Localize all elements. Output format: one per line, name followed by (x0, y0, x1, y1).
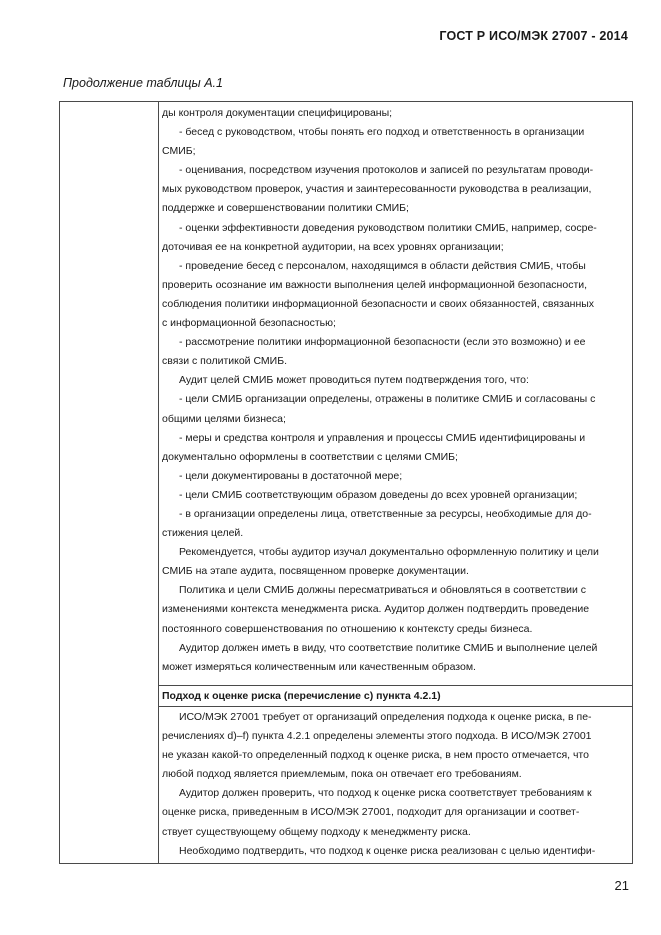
text-line: Аудит целей СМИБ может проводиться путем подтверждения того, что: (179, 374, 529, 387)
text-line: стижения целей. (162, 527, 244, 540)
text-line: проверить осознание им важности выполнения целей информационной безопасности, (162, 278, 588, 291)
section-title: Подход к оценке риска (перечисление с) пункта 4.2.1) (162, 690, 441, 702)
text-line: ствует существующему общему подходу к менеджменту риска. (162, 825, 471, 838)
text-line: - цели СМИБ соответствующим образом доведены до всех уровней организации; (179, 488, 578, 501)
text-line: - оценивания, посредством изучения протоколов и записей по результатам проводи- (179, 164, 594, 177)
text-line: речислениях d)–f) пункта 4.2.1 определены элементы этого подхода. В ИСО/МЭК 27001 (162, 730, 592, 743)
text-line: - бесед с руководством, чтобы понять его подход и ответственность в организации (179, 126, 585, 139)
text-line: Аудитор должен проверить, что подход к оценке риска соответствует требованиям к (179, 787, 592, 800)
requirements-table (59, 101, 633, 864)
text-line: поддержке и совершенствовании политики СМИБ; (162, 202, 409, 215)
text-line: - оценки эффективности доведения руководством политики СМИБ, например, сосре- (179, 221, 597, 234)
text-line: - в организации определены лица, ответственные за ресурсы, необходимые для до- (179, 507, 592, 520)
text-line: Необходимо подтвердить, что подход к оценке риска реализован с целью идентифи- (179, 844, 596, 857)
text-line: доточивая ее на конкретной аудитории, на всех уровнях организации; (162, 240, 504, 253)
text-line: ды контроля документации специфицированы; (162, 107, 393, 119)
text-line: общими целями бизнеса; (162, 412, 286, 425)
text-line: СМИБ на этапе аудита, посвященном проверке документации. (162, 565, 469, 578)
text-line: Аудитор должен иметь в виду, что соответствие политике СМИБ и выполнение целей (179, 641, 598, 654)
text-line: Рекомендуется, чтобы аудитор изучал документально оформленную политику и цели (179, 546, 599, 559)
text-line: мых руководством проверок, участия и заинтересованности руководства в реализации, (162, 183, 592, 196)
text-line: соблюдения политики информационной безопасности и своих обязанностей, связанных (162, 297, 595, 310)
page-number: 21 (614, 878, 629, 893)
text-line: любой подход является приемлемым, пока он отвечает его требованиям. (162, 768, 522, 781)
text-line: Политика и цели СМИБ должны пересматриваться и обновляться в соответствии с (179, 584, 587, 597)
text-line: ИСО/МЭК 27001 требует от организаций определения подхода к оценке риска, в пе- (179, 711, 592, 723)
text-line: оценке риска, приведенным в ИСО/МЭК 27001, подходит для организации и соответ- (162, 806, 580, 819)
text-line: - цели СМИБ организации определены, отражены в политике СМИБ и согласованы с (179, 393, 596, 406)
text-line: документально оформлены в соответствии с целями СМИБ; (162, 450, 458, 463)
text-line: - меры и средства контроля и управления и процессы СМИБ идентифицированы и (179, 431, 586, 444)
table-continuation-caption: Продолжение таблицы А.1 (63, 76, 223, 90)
standard-designation: ГОСТ Р ИСО/МЭК 27007 - 2014 (439, 29, 628, 43)
text-line: связи с политикой СМИБ. (162, 355, 288, 368)
text-line: может измеряться количественным или качественным образом. (162, 660, 476, 673)
text-line: постоянного совершенствования по отношению к контексту среды бизнеса. (162, 622, 533, 635)
text-line: не указан какой-то определенный подход к оценке риска, в нем просто отмечается, что (162, 749, 589, 762)
text-line: - рассмотрение политики информационной безопасности (если это возможно) и ее (179, 336, 586, 349)
text-line: СМИБ; (162, 145, 196, 158)
text-line: изменениями контекста менеджмента риска. Аудитор должен подтвердить проведение (162, 603, 590, 616)
risk-assessment-cell (159, 707, 632, 863)
text-line: - проведение бесед с персоналом, находящимся в области действия СМИБ, чтобы (179, 259, 586, 272)
section-heading-cell (159, 685, 632, 707)
text-line: - цели документированы в достаточной мере; (179, 469, 403, 482)
audit-guidance-cell (159, 102, 632, 685)
text-line: с информационной безопасностью; (162, 317, 336, 330)
